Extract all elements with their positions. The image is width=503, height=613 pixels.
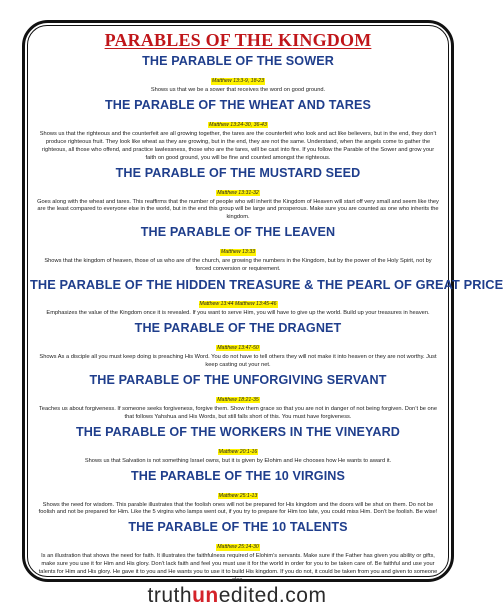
section-description: Shows the need for wisdom. This parable illustrates that the foolish ones will not be prepared for His kingdom and the doors will be shut on them. Do not be foolish and not be prepared for Him. Like the 5 virgins who lamps went out, if you try to prepare for Him too late, you could miss Him. Don’t be foolish. Be wise! [38,501,438,516]
section-description: Shows As a disciple all you must keep doing is preaching His Word. You do not have to tell others they will not make it into heaven or they are not worthy. Just keep casting out your net. [39,353,437,368]
section-title: THE PARABLE OF THE MUSTARD SEED [115,165,361,180]
scripture-reference: Matthew 13:47-50 [217,344,259,351]
logo-text-edited: edited.com [218,584,327,607]
scripture-reference: Matthew 18:21-35 [217,396,259,403]
scripture-reference: Matthew 13:3-9, 18-23 [212,78,264,84]
section-title: THE PARABLE OF THE LEAVEN [140,225,336,240]
section-description: Shows us that we be a sower that receives the word on good ground. [150,87,326,93]
section-unforgiving-servant [30,373,446,422]
section-title: THE PARABLE OF THE 10 TALENTS [128,520,348,535]
section-mustard-seed [30,166,446,223]
document-content [30,27,503,584]
scripture-reference: Matthew 20:1-16 [218,448,258,455]
scripture-reference: Matthew 25:14-30 [217,544,259,551]
scripture-reference: Matthew 13:31-32 [217,189,259,196]
section-title: THE PARABLE OF THE WORKERS IN THE VINEYARD [76,424,400,439]
section-description: Shows us that Salvation is not something Israel owns, but it is given by Elohim and He chooses how He wants to award it. [84,457,392,464]
logo-text-un: un [192,584,219,607]
scripture-reference: Matthew 25:1-13 [218,492,258,499]
section-wheat-and-tares [30,98,446,163]
section-description: Goes along with the wheat and tares. This reaffirms that the number of people who will inherit the Kingdom of Heaven will start off very small and seem like they are the least compared to everyone else in the world, but in the end this group will be large and prosperous. Make sure you are counted as one who inherits the kingdom. [37,198,439,221]
section-10-talents [30,520,446,585]
section-title: THE PARABLE OF THE WHEAT AND TARES [105,97,371,112]
section-title: THE PARABLE OF THE 10 VIRGINS [131,468,345,483]
section-hidden-treasure-pearl [30,277,503,318]
section-title: THE PARABLE OF THE UNFORGIVING SERVANT [89,372,387,387]
section-description: Emphasizes the value of the Kingdom once it is revealed. If you want to serve Him, you will have to give up the world. Build up your treasures in heaven. [46,310,430,317]
section-description: Shows us that the righteous and the counterfeit are all growing together, the tares are the counterfeit who look and act like believers, but in the end, they don’t produce righteous fruit. They look like wheat as they are growing, but in the end, they are not the same. Understand, when the angels come to gather the righteous, all those who offend, and practice lawlessness, those who are the tares, will be cast into fire. If you follow the Parable of the Sower and grow your faith on good ground, you will be fine and counted amongst the righteous. [39,130,437,161]
section-title: THE PARABLE OF THE DRAGNET [134,320,342,335]
section-dragnet [30,321,446,370]
section-sower [30,54,446,95]
page-title: PARABLES OF THE KINGDOM [104,30,372,50]
section-title: THE PARABLE OF THE SOWER [142,54,334,68]
site-logo[interactable] [0,583,474,609]
section-description: Is an illustration that shows the need for faith. It illustrates the faithfulness required of Elohim’s servants. Make sure if the Father has given you ability or gifts, make sure you use it for Him and His glory. Don’t lack faith and feel you must use it for the world in order for you to be taken care of. Be faithful and use your talents for Him and His glory. He gave it to you and He wants you to use it to build His kingdom. If you do not, it could be taken from you and given to someone else. [38,553,438,584]
section-description: Shows that the kingdom of heaven, those of us who are of the church, are growing the numbers in the Kingdom, but by the power of the Holy Spirit, not by forced conversion or requirement. [44,258,432,273]
logo-text-truth: truth [147,584,193,607]
scripture-reference: Matthew 13:33 [220,249,256,256]
section-10-virgins [30,469,446,518]
section-title: THE PARABLE OF THE HIDDEN TREASURE & THE PEARL OF GREAT PRICE [30,277,503,293]
scripture-reference: Matthew 13:44 Matthew 13:45-46 [199,301,277,308]
section-description: Teaches us about forgiveness. If someone seeks forgiveness, forgive them. Show them grace so that you are not in danger of not being forgiven. Don’t be one that follows Yahshua and His Words, but still falls short of this. You must have forgiveness. [38,405,438,420]
scripture-reference: Matthew 13:24-30, 36-43 [209,121,267,128]
section-leaven [30,225,446,274]
section-workers-vineyard [30,425,446,466]
